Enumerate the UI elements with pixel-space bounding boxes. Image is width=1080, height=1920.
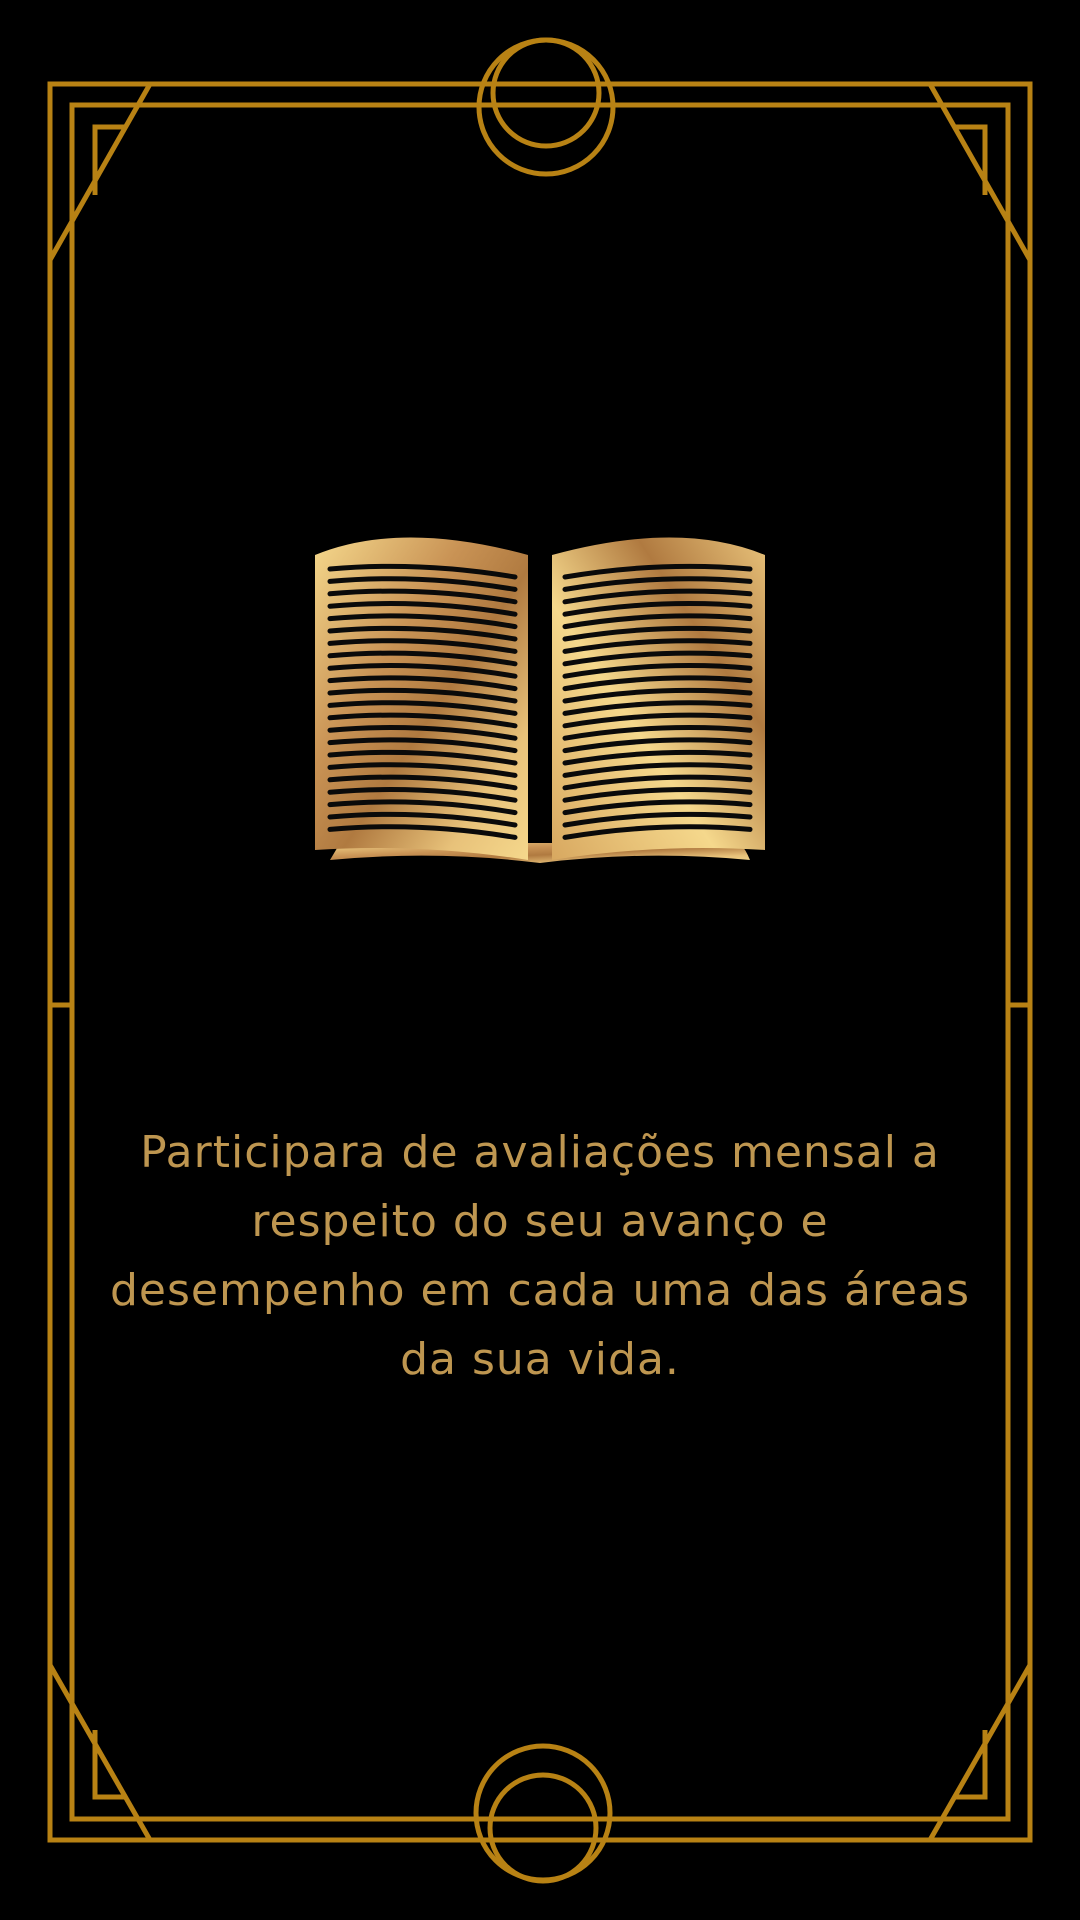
open-book-icon <box>300 525 780 885</box>
card-message: Participara de avaliações mensal a respeito do seu avanço e desempenho em cada uma das áreas da sua vida. <box>109 1127 971 1385</box>
